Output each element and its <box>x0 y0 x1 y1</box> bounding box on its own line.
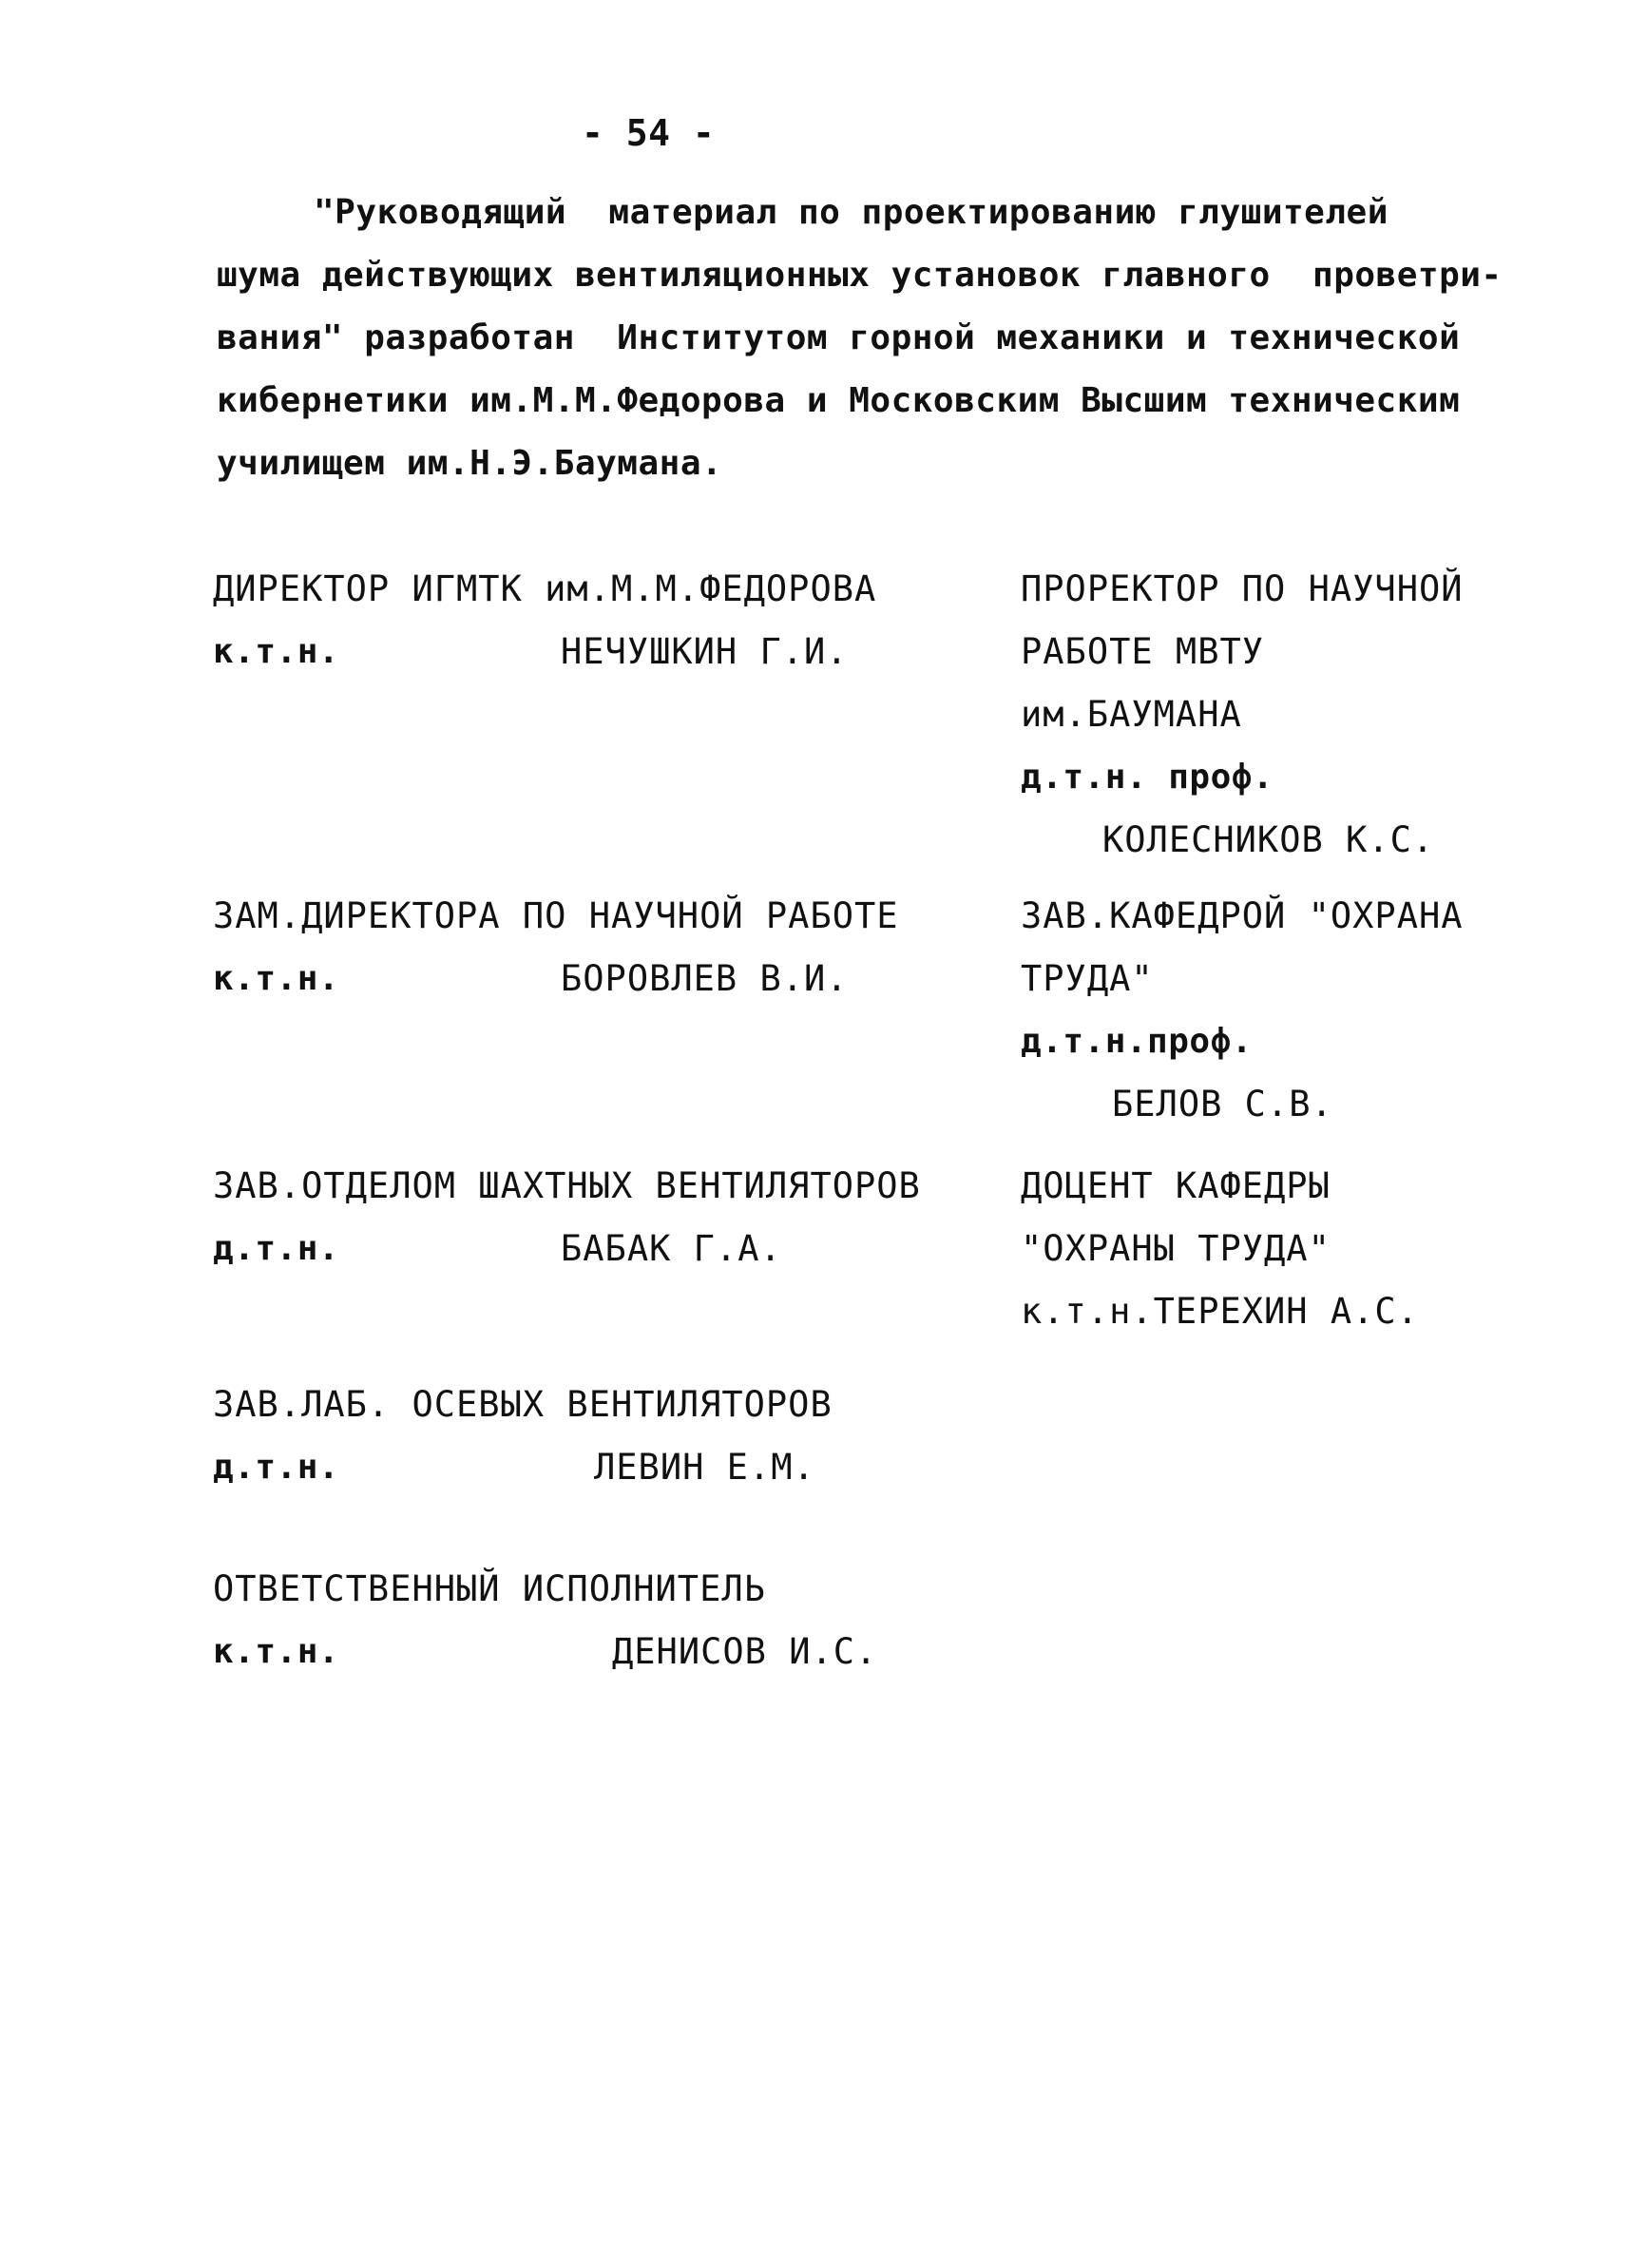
chair-head-line-2: ТРУДА" <box>1021 958 1154 999</box>
lab-head-title: ЗАВ.ЛАБ. ОСЕВЫХ ВЕНТИЛЯТОРОВ <box>213 1384 833 1425</box>
prorector-line-2: РАБОТЕ МВТУ <box>1021 631 1265 672</box>
docent-line-2: "ОХРАНЫ ТРУДА" <box>1021 1228 1331 1269</box>
intro-line-4: кибернетики им.М.М.Федорова и Московским Высшим техническим <box>217 381 1461 420</box>
director-degree: к.т.н. <box>213 632 340 671</box>
director-name: НЕЧУШКИН Г.И. <box>561 631 849 672</box>
intro-line-3: вания" разработан Институтом горной механики и технической <box>217 318 1461 357</box>
docent-line-3: к.т.н.ТЕРЕХИН А.С. <box>1021 1291 1419 1332</box>
deputy-director-name: БОРОВЛЕВ В.И. <box>561 958 849 999</box>
fan-dept-head-name: БАБАК Г.А. <box>561 1228 782 1269</box>
page-number: - 54 - <box>582 112 716 154</box>
prorector-line-1: ПРОРЕКТОР ПО НАУЧНОЙ <box>1021 568 1464 609</box>
intro-line-5: училищем им.Н.Э.Баумана. <box>217 444 723 483</box>
executor-title: ОТВЕТСТВЕННЫЙ ИСПОЛНИТЕЛЬ <box>213 1568 766 1609</box>
director-title: ДИРЕКТОР ИГМТК им.М.М.ФЕДОРОВА <box>213 568 877 609</box>
chair-head-name: БЕЛОВ С.В. <box>1112 1084 1333 1124</box>
prorector-name: КОЛЕСНИКОВ К.С. <box>1102 819 1435 860</box>
chair-head-degree: д.т.н.проф. <box>1021 1022 1253 1061</box>
prorector-degree: д.т.н. проф. <box>1021 758 1274 797</box>
docent-line-1: ДОЦЕНТ КАФЕДРЫ <box>1021 1165 1331 1206</box>
executor-degree: к.т.н. <box>213 1632 340 1671</box>
chair-head-line-1: ЗАВ.КАФЕДРОЙ "ОХРАНА <box>1021 895 1464 936</box>
intro-line-2: шума действующих вентиляционных установок главного проветри- <box>217 256 1503 295</box>
fan-dept-head-degree: д.т.н. <box>213 1229 340 1268</box>
lab-head-name: ЛЕВИН Е.М. <box>594 1447 815 1488</box>
fan-dept-head-title: ЗАВ.ОТДЕЛОМ ШАХТНЫХ ВЕНТИЛЯТОРОВ <box>213 1165 921 1206</box>
deputy-director-degree: к.т.н. <box>213 959 340 998</box>
intro-line-1: "Руководящий материал по проектированию глушителей <box>314 193 1389 232</box>
deputy-director-title: ЗАМ.ДИРЕКТОРА ПО НАУЧНОЙ РАБОТЕ <box>213 895 899 936</box>
lab-head-degree: д.т.н. <box>213 1448 340 1487</box>
executor-name: ДЕНИСОВ И.С. <box>612 1631 878 1672</box>
prorector-line-3: им.БАУМАНА <box>1021 694 1242 735</box>
